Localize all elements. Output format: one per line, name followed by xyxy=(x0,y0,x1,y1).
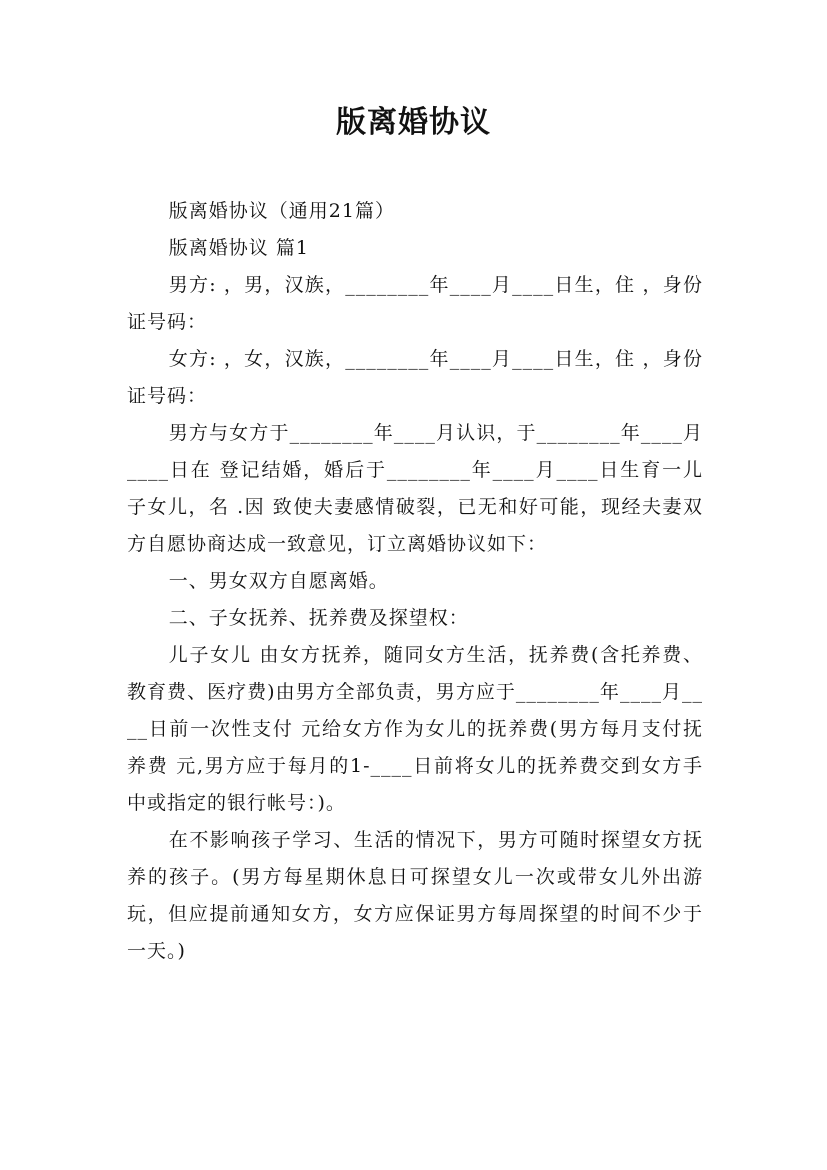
paragraph-visitation: 在不影响孩子学习、生活的情况下，男方可随时探望女方抚养的孩子。(男方每星期休息日可探望女儿一次或带女儿外出游玩，但应提前通知女方，女方应保证男方每周探望的时间不少于一天。) xyxy=(127,829,703,962)
paragraph-custody: 儿子女儿 由女方抚养，随同女方生活，抚养费(含托养费、教育费、医疗费)由男方全部负责，男方应于________年____月____日前一次性支付 元给女方作为女儿的抚养费(男方每月支付抚养费 元,男方应于每月的1-____日前将女儿的抚养费交到女方手中或指定的银行帐号：)。 xyxy=(127,644,703,814)
document-title: 版离婚协议 xyxy=(336,105,491,140)
paragraph-heading: 版离婚协议（通用21篇） xyxy=(168,200,395,222)
paragraph-clause-2: 二、子女抚养、抚养费及探望权： xyxy=(168,607,469,629)
document-body xyxy=(127,193,703,970)
paragraph-male-party: 男方: ，男，汉族，________年____月____日生，住 ，身份证号码： xyxy=(127,274,703,333)
paragraph-female-party: 女方: ，女，汉族，________年____月____日生，住 ，身份证号码： xyxy=(127,348,703,407)
paragraph-background: 男方与女方于________年____月认识，于________年____月____日在 登记结婚，婚后于________年____月____日生育一儿子女儿，名 .因 致使夫妻感情破裂，已无和好可能，现经夫妻双方自愿协商达成一致意见，订立离婚协议如下： xyxy=(127,422,703,555)
paragraph-clause-1: 一、男女双方自愿离婚。 xyxy=(168,570,389,592)
paragraph-section-title: 版离婚协议 篇1 xyxy=(168,237,309,259)
